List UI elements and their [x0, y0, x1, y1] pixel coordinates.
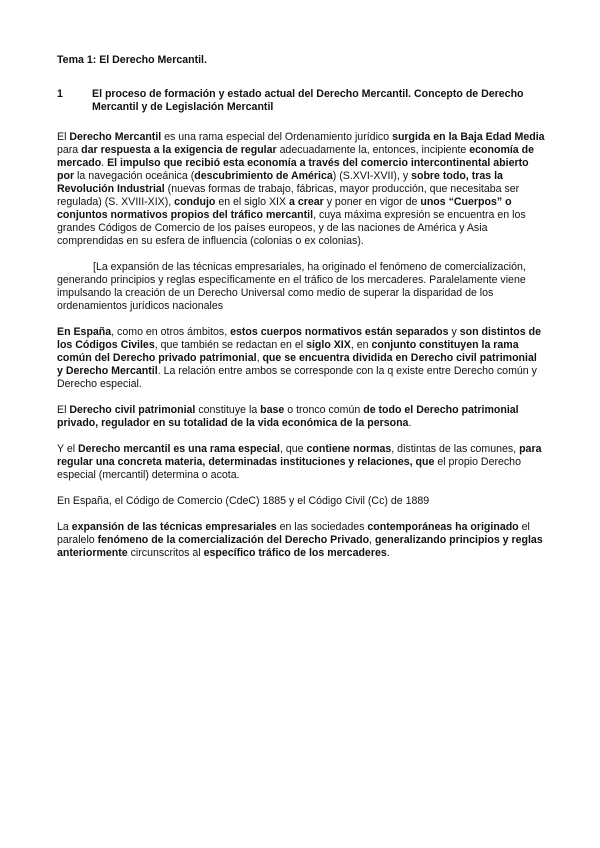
- bold-text-run: son distintos de los Códigos Civiles: [57, 326, 541, 351]
- paragraph: [57, 521, 545, 560]
- section-heading-text: El proceso de formación y estado actual del Derecho Mercantil. Concepto de Derecho Mercantil y de Legislación Mercantil: [92, 88, 524, 113]
- text-run: es una rama especial del Ordenamiento jurídico: [161, 131, 393, 143]
- bold-text-run: Derecho mercantil es una rama especial: [78, 443, 280, 455]
- bold-text-run: sobre todo, tras la Revolución Industrial: [57, 170, 503, 195]
- text-run: para: [57, 144, 82, 156]
- bold-text-run: En España: [57, 326, 112, 338]
- text-run: , como en otros ámbitos,: [111, 326, 231, 338]
- paragraph: [57, 443, 545, 482]
- bold-text-run: que se encuentra dividida en Derecho civil patrimonial y Derecho Mercantil: [57, 352, 537, 377]
- bold-text-run: específico tráfico de los mercaderes: [203, 547, 387, 559]
- text-run: adecuadamente la, entonces, incipiente: [276, 144, 470, 156]
- text-run: Y el: [57, 443, 79, 455]
- text-run: El: [57, 131, 70, 143]
- text-run: , que también se redactan en el: [154, 339, 307, 351]
- bold-text-run: unos “Cuerpos” o conjuntos normativos propios del tráfico mercantil: [57, 196, 512, 221]
- bold-text-run: para regular una concreta materia, determinadas instituciones y relaciones, que: [57, 443, 542, 468]
- section-heading: [57, 88, 545, 114]
- bold-text-run: base: [260, 404, 285, 416]
- bold-text-run: El impulso que recibió esta economía a través del comercio intercontinental abierto por: [57, 157, 529, 182]
- document-title: Tema 1: El Derecho Mercantil.: [57, 54, 207, 66]
- text-run: en el siglo XIX: [215, 196, 289, 208]
- paragraph: [57, 326, 545, 391]
- bold-text-run: expansión de las técnicas empresariales: [71, 521, 277, 533]
- text-run: En España, el Código de Comercio (CdeC) 1885 y el Código Civil (Cc) de 1889: [57, 495, 430, 507]
- paragraph: [57, 495, 545, 508]
- text-run: ,: [256, 352, 263, 364]
- bold-text-run: fenómeno de la comercialización del Derecho Privado: [97, 534, 370, 546]
- text-run: o tronco común: [284, 404, 364, 416]
- text-run: ) (S.XVI-XVII), y: [332, 170, 412, 182]
- document-page: [57, 54, 545, 573]
- text-run: constituye la: [195, 404, 261, 416]
- bold-text-run: surgida en la Baja Edad Media: [392, 131, 545, 143]
- text-run: , cuya máxima expresión se encuentra en los grandes Códigos de Comercio de los países europeos, y de las naciones de América y Asia comprendidas en su esfera de influencia (colonias o ex colonias).: [57, 209, 526, 247]
- text-run: .: [408, 417, 412, 429]
- paragraph: [57, 404, 545, 430]
- text-run: .: [386, 547, 390, 559]
- bold-text-run: contemporáneas ha originado: [367, 521, 519, 533]
- bold-text-run: de todo el Derecho patrimonial privado, regulador en su totalidad de la vida económica de la persona: [57, 404, 519, 429]
- text-run: , que: [280, 443, 307, 455]
- text-run: el propio Derecho especial (mercantil) determina o acota.: [57, 456, 521, 481]
- bold-text-run: economía de mercado: [57, 144, 535, 169]
- text-run: en las sociedades: [276, 521, 368, 533]
- text-run: ,: [369, 534, 375, 546]
- bold-text-run: descubrimiento de América: [194, 170, 333, 182]
- bold-text-run: dar respuesta a la exigencia de regular: [81, 144, 277, 156]
- bold-text-run: conjunto constituyen la rama común del Derecho privado patrimonial: [57, 339, 519, 364]
- bold-text-run: estos cuerpos normativos están separados: [230, 326, 449, 338]
- text-run: [La expansión de las técnicas empresariales, ha originado el fenómeno de comercialización, generando principios y reglas específicamente en el tráfico de los mercaderes. Paralelamente viene impulsando la creación de un Derecho Universal como medio de superar la disparidad de los ordenamientos jurídicos nacionales: [57, 261, 526, 312]
- section-number: 1: [57, 88, 63, 100]
- bold-text-run: siglo XIX: [306, 339, 351, 351]
- text-run: y poner en vigor de: [323, 196, 421, 208]
- bold-text-run: condujo: [174, 196, 216, 208]
- paragraph: [57, 131, 545, 248]
- text-run: circunscritos al: [127, 547, 204, 559]
- bold-text-run: contiene normas: [306, 443, 392, 455]
- text-run: y: [448, 326, 460, 338]
- text-run: El: [57, 404, 70, 416]
- text-run: La: [57, 521, 72, 533]
- bold-text-run: Derecho Mercantil: [69, 131, 162, 143]
- bold-text-run: Derecho civil patrimonial: [69, 404, 196, 416]
- bold-text-run: generalizando principios y reglas anteriormente: [57, 534, 543, 559]
- bold-text-run: a crear: [288, 196, 324, 208]
- text-run: (nuevas formas de trabajo, fábricas, mayor producción, que necesitaba ser regulada) (S. XVIII-XIX),: [57, 183, 520, 208]
- text-run: la navegación oceánica (: [74, 170, 195, 182]
- text-run: .: [101, 157, 108, 169]
- text-run: , distintas de las comunes,: [391, 443, 520, 455]
- text-run: . La relación entre ambos se corresponde con la q existe entre Derecho común y Derecho especial.: [57, 365, 537, 390]
- document-body: [57, 131, 545, 560]
- paragraph: [57, 261, 545, 313]
- text-run: , en: [350, 339, 372, 351]
- text-run: el paralelo: [57, 521, 530, 546]
